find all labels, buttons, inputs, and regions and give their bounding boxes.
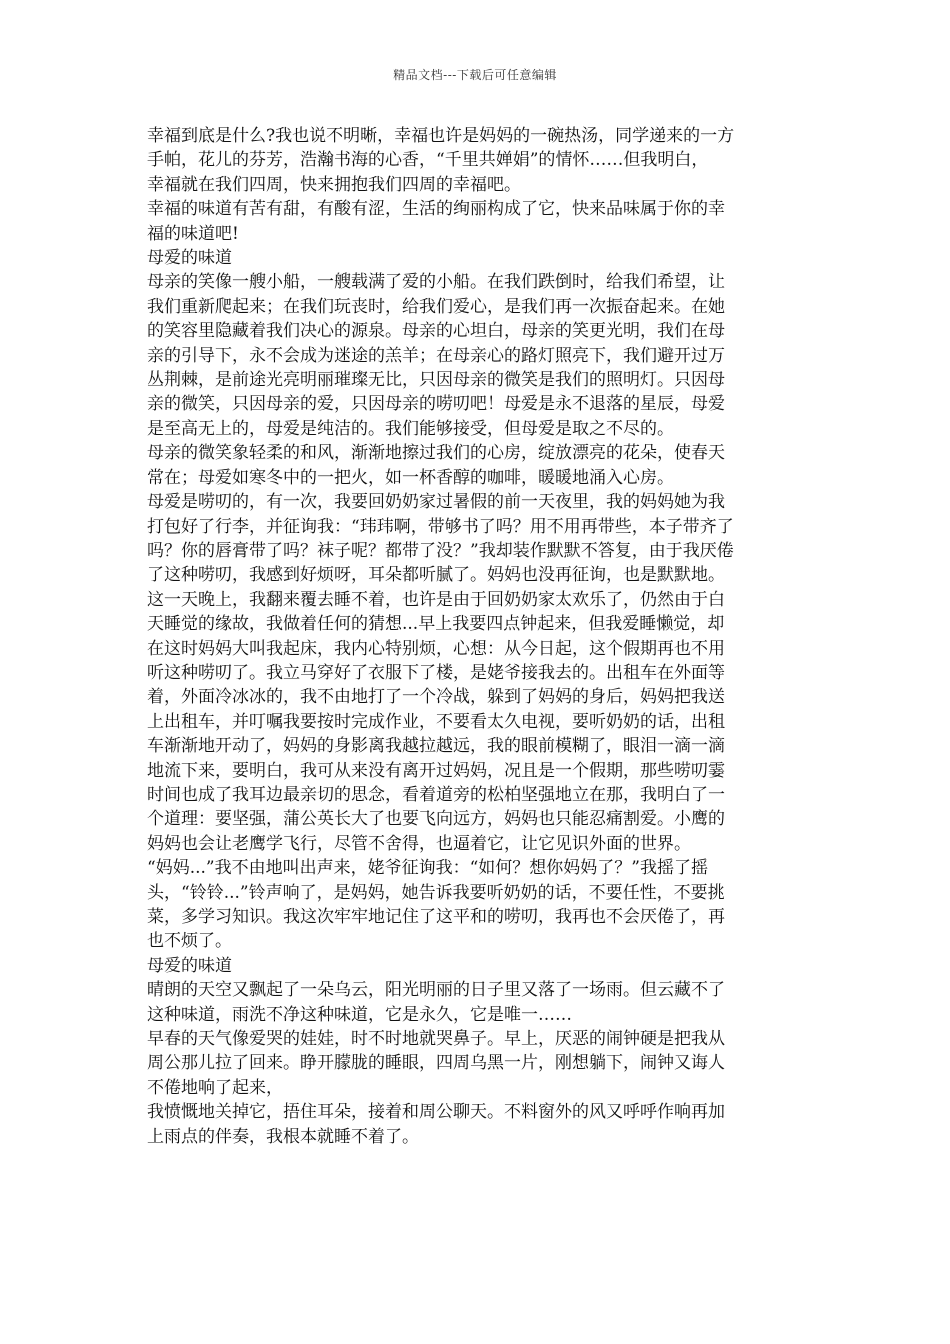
paragraph: 母亲的笑像一艘小船，一艘载满了爱的小船。在我们跌倒时，给我们希望，让 我们重新爬起来；在我们玩丧时，给我们爱心，是我们再一次振奋起来。在她 的笑容里隐藏着我们决心的源泉。母亲的心坦白，母亲的笑更光明，我们在母 亲的引导下，永不会成为迷途的羔羊；在母亲心的路灯照亮下，我们避开过万 丛荆棘，是前途光亮明丽璀璨无比，只因母亲的微笑是我们的照明灯。只因母 亲的微笑，只因母亲的爱，只因母亲的唠叨吧！母爱是永不退落的星辰，母爱 是至高无上的，母爱是纯洁的。我们能够接受，但母爱是取之不尽的。: [147, 272, 725, 439]
section-heading: 母爱的味道: [147, 955, 232, 976]
paragraph: 母爱是唠叨的，有一次，我要回奶奶家过暑假的前一天夜里，我的妈妈她为我 打包好了行李，并征询我：“玮玮啊，带够书了吗？用不用再带些，本子带齐了 吗？你的唇膏带了吗？袜子呢？都带了没？”我却装作默默不答复，由于我厌倦 了这种唠叨，我感到好烦呀，耳朵都听腻了。妈妈也没再征询，也是默默地。 这一天晚上，我翻来覆去睡不着，也许是由于回奶奶家太欢乐了，仍然由于白 天睡觉的缘故，我做着任何的猜想...早上我要四点钟起来，但我爱睡懒觉，却 在这时妈妈大叫我起床，我内心特别烦，心想：从今日起，这个假期再也不用 听这种唠叨了。我立马穿好了衣服下了楼，是姥爷接我去的。出租车在外面等 着，外面冷冰冰的，我不由地打了一个冷战，躲到了妈妈的身后，妈妈把我送 上出租车，并叮嘱我要按时完成作业，不要看太久电视，要听奶奶的话，出租 车渐渐地开动了，妈妈的身影离我越拉越远，我的眼前模糊了，眼泪一滴一滴 地流下来，要明白，我可从来没有离开过妈妈，况且是一个假期，那些唠叨霎 时间也成了我耳边最亲切的思念，看着道旁的松柏坚强地立在那，我明白了一 个道理：要坚强，蒲公英长大了也要飞向远方，妈妈也只能忍痛割爱。小鹰的 妈妈也会让老鹰学飞行，尽管不舍得，也逼着它，让它见识外面的世界。: [147, 492, 734, 854]
paragraph: 早春的天气像爱哭的娃娃，时不时地就哭鼻子。早上，厌恶的闹钟硬是把我从 周公那儿拉了回来。睁开朦胧的睡眼，四周乌黑一片，刚想躺下，闹钟又诲人 不倦地响了起来，: [147, 1029, 725, 1098]
page-header: 精品文档---下载后可任意编辑: [393, 68, 557, 82]
paragraph: 母亲的微笑象轻柔的和风，渐渐地擦过我们的心房，绽放漂亮的花朵，使春天 常在；母爱如寒冬中的一把火，如一杯香醇的咖啡，暖暖地涌入心房。: [147, 443, 725, 488]
paragraph: 幸福的味道有苦有甜，有酸有涩，生活的绚丽构成了它，快来品味属于你的幸 福的味道吧!: [147, 199, 725, 244]
section-heading: 母爱的味道: [147, 248, 232, 269]
document-body: [147, 124, 807, 1149]
paragraph: 我愤慨地关掉它，捂住耳朵，接着和周公聊天。不料窗外的风又呼呼作响再加 上雨点的伴奏，我根本就睡不着了。: [147, 1102, 725, 1147]
paragraph: “妈妈...”我不由地叫出声来，姥爷征询我：“如何？想你妈妈了？”我摇了摇 头，“铃铃...”铃声响了，是妈妈，她告诉我要听奶奶的话，不要任性，不要挑 菜，多学习知识。我这次牢牢地记住了这平和的唠叨，我再也不会厌倦了，再 也不烦了。: [147, 858, 725, 952]
paragraph: 幸福到底是什么?我也说不明晰，幸福也许是妈妈的一碗热汤，同学递来的一方 手帕，花儿的芬芳，浩瀚书海的心香，“千里共婵娟”的情怀……但我明白， 幸福就在我们四周，快来拥抱我们四周的幸福吧。: [147, 126, 735, 195]
paragraph: 晴朗的天空又飘起了一朵乌云，阳光明丽的日子里又落了一场雨。但云藏不了 这种味道，雨洗不净这种味道，它是永久，它是唯一……: [147, 980, 725, 1025]
